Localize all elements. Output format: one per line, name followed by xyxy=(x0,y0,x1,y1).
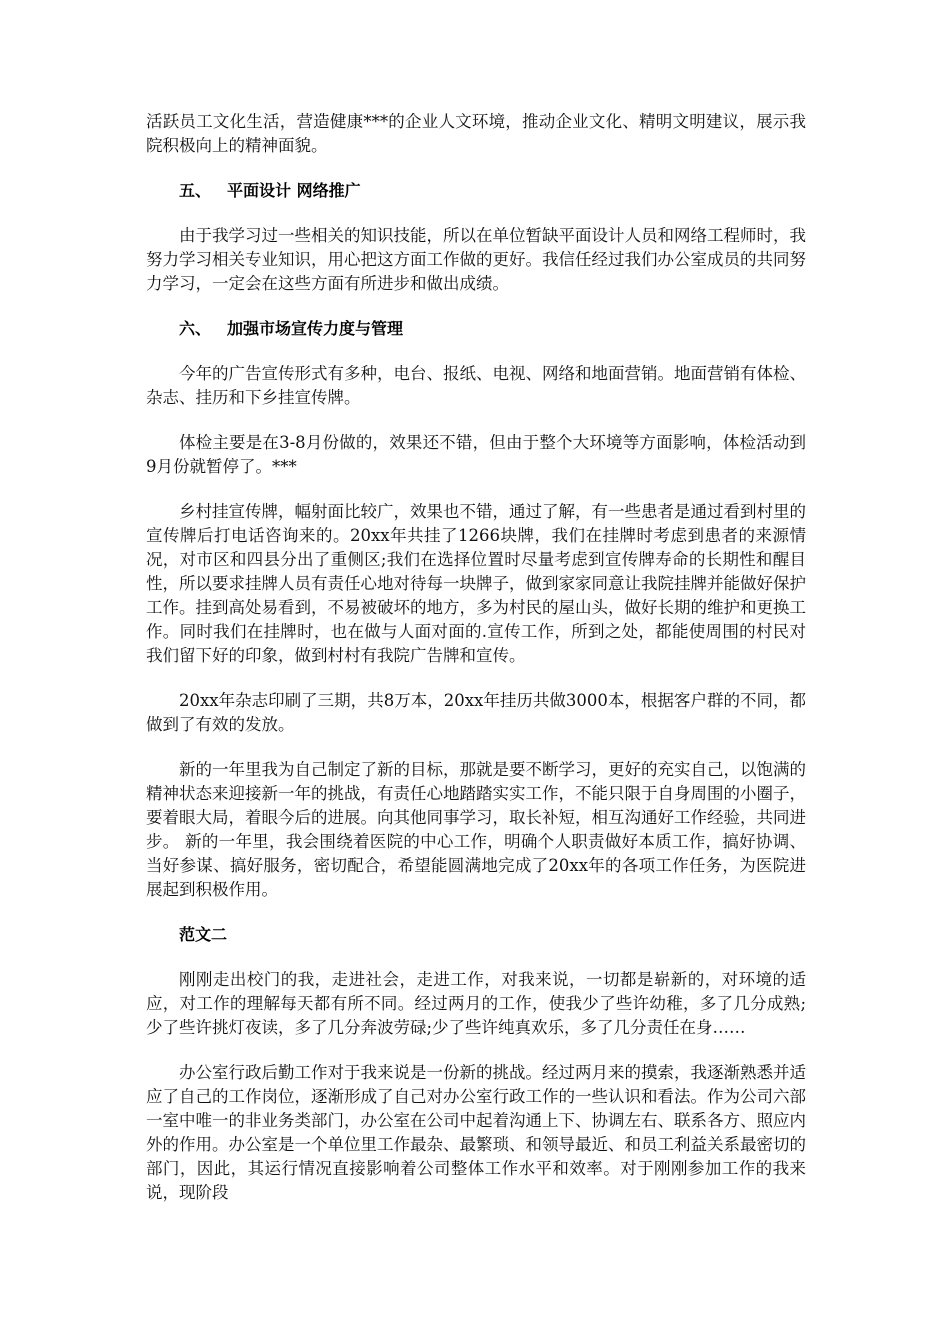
paragraph: 由于我学习过一些相关的知识技能，所以在单位暂缺平面设计人员和网络工程师时，我努力学习相关专业知识，用心把这方面工作做的更好。我信任经过我们办公室成员的共同努力学习，一定会在这些方面有所进步和做出成绩。 xyxy=(146,226,806,293)
paragraph: 体检主要是在3-8月份做的，效果还不错，但由于整个大环境等方面影响，体检活动到9月份就暂停了。*** xyxy=(146,433,806,476)
sample-heading: 范文二 xyxy=(179,925,228,944)
section-number: 五、 xyxy=(179,181,212,200)
document-page xyxy=(146,110,806,1226)
paragraph: 办公室行政后勤工作对于我来说是一份新的挑战。经过两月来的摸索，我逐渐熟悉并适应了自己的工作岗位，逐渐形成了自己对办公室行政工作的一些认识和看法。作为公司六部一室中唯一的非业务类部门，办公室在公司中起着沟通上下、协调左右、联系各方、照应内外的作用。办公室是一个单位里工作最杂、最繁琐、和领导最近、和员工利益关系最密切的部门，因此，其运行情况直接影响着公司整体工作水平和效率。对于刚刚参加工作的我来说，现阶段 xyxy=(146,1063,806,1202)
paragraph: 刚刚走出校门的我，走进社会，走进工作，对我来说，一切都是崭新的，对环境的适应，对工作的理解每天都有所不同。经过两月的工作，使我少了些许幼稚，多了几分成熟;少了些许挑灯夜读，多了几分奔波劳碌;少了些许纯真欢乐，多了几分责任在身…… xyxy=(146,970,806,1037)
paragraph: 今年的广告宣传形式有多种，电台、报纸、电视、网络和地面营销。地面营销有体检、杂志、挂历和下乡挂宣传牌。 xyxy=(146,364,806,407)
paragraph: 乡村挂宣传牌，幅射面比较广，效果也不错，通过了解，有一些患者是通过看到村里的宣传牌后打电话咨询来的。20xx年共挂了1266块牌，我们在挂牌时考虑到患者的来源情况，对市区和四县分出了重侧区;我们在选择位置时尽量考虑到宣传牌寿命的长期性和醒目性，所以要求挂牌人员有责任心地对待每一块牌子，做到家家同意让我院挂牌并能做好保护工作。挂到高处易看到，不易被破坏的地方，多为村民的屋山头，做好长期的维护和更换工作。同时我们在挂牌时，也在做与人面对面的.宣传工作，所到之处，都能使周围的村民对我们留下好的印象，做到村村有我院广告牌和宣传。 xyxy=(146,502,806,665)
section-title: 平面设计 网络推广 xyxy=(227,181,361,200)
paragraph-continued: 活跃员工文化生活，营造健康***的企业人文环境，推动企业文化、精明文明建议，展示我院积极向上的精神面貌。 xyxy=(146,112,806,155)
section-title: 加强市场宣传力度与管理 xyxy=(227,319,404,338)
section-heading-5 xyxy=(146,179,806,203)
paragraph: 20xx年杂志印刷了三期，共8万本，20xx年挂历共做3000本，根据客户群的不同，都做到了有效的发放。 xyxy=(146,691,806,734)
section-number: 六、 xyxy=(179,319,212,338)
paragraph: 新的一年里我为自己制定了新的目标，那就是要不断学习，更好的充实自己，以饱满的精神状态来迎接新一年的挑战，有责任心地踏踏实实工作，不能只限于自身周围的小圈子，要着眼大局，着眼今后的进展。向其他同事学习，取长补短，相互沟通好工作经验，共同进步。 新的一年里，我会围绕着医院的中心工作，明确个人职责做好本质工作，搞好协调、当好参谋、搞好服务，密切配合，希望能圆满地完成了20xx年的各项工作任务，为医院进展起到积极作用。 xyxy=(146,760,806,899)
section-heading-6 xyxy=(146,317,806,341)
